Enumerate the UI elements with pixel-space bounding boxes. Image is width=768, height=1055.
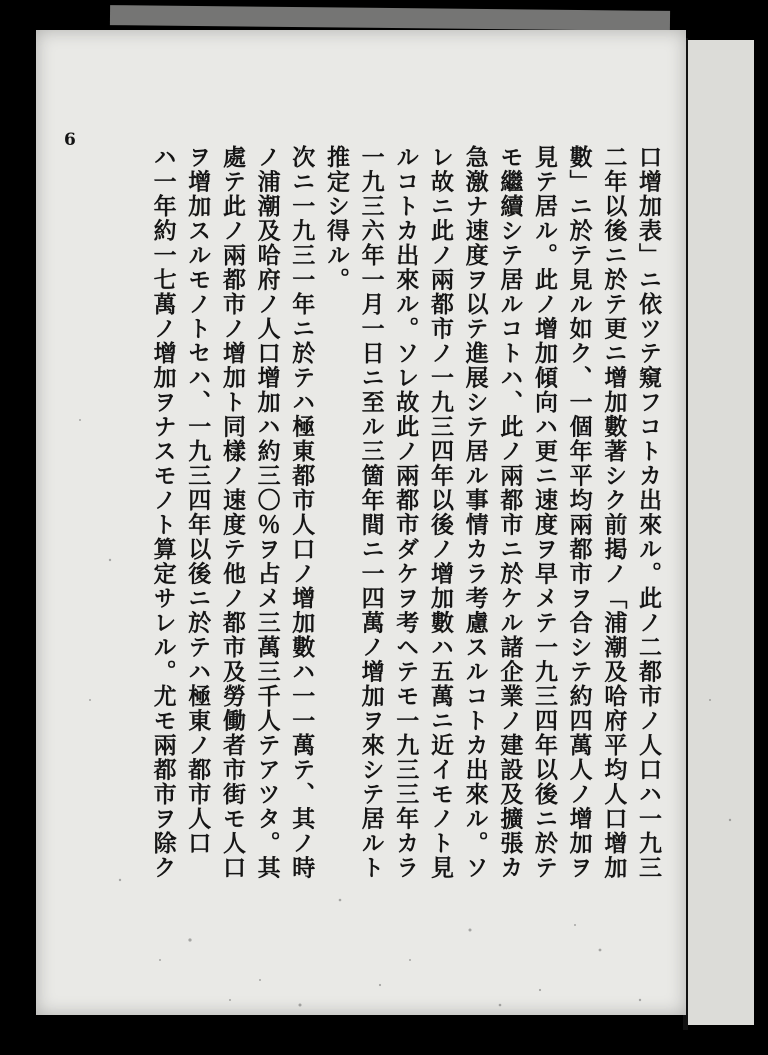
- text-column-7: レ故ニ此ノ兩都市ノ一九三四年以後ノ增加數ハ五萬ニ近イモノト見: [426, 145, 454, 880]
- text-column-5: モ繼續シテ居ルコトハ、此ノ兩都市ニ於ケル諸企業ノ建設及擴張カ: [496, 145, 524, 880]
- text-column-12: ノ浦潮及哈府ノ人口增加ハ約三〇％ヲ占メ三萬三千人テアツタ。其: [253, 145, 281, 880]
- text-column-1: 口增加表」ニ依ツテ窺フコトカ出來ル。此ノ二都市ノ人口ハ一九三: [635, 145, 662, 880]
- vertical-text-body: [150, 145, 660, 915]
- text-column-10: 推定シ得ル。: [322, 145, 350, 292]
- text-column-6: 急激ナ速度ヲ以テ進展シテ居ル事情カラ考慮スルコトカ出來ル。ソ: [461, 145, 489, 880]
- page-number: 6: [64, 130, 76, 150]
- text-column-15: ハ一年約一七萬ノ增加ヲナスモノト算定サレル。尤モ兩都市ヲ除ク: [149, 145, 177, 880]
- text-column-4: 見テ居ル。此ノ增加傾向ハ更ニ速度ヲ早メテ一九三四年以後ニ於テ: [530, 145, 558, 880]
- text-column-2: 二年以後ニ於テ更ニ增加數著シク前掲ノ「浦潮及哈府平均人口增加: [600, 145, 628, 880]
- text-column-14: ヲ增加スルモノトセハ、一九三四年以後ニ於テハ極東ノ都市人口: [184, 145, 212, 856]
- next-page-edge: [688, 40, 754, 1025]
- text-column-3: 數」ニ於テ見ル如ク、一個年平均兩都市ヲ合シテ約四萬人ノ增加ヲ: [565, 145, 593, 880]
- text-column-9: 一九三六年一月一日ニ至ル三箇年間ニ一四萬ノ增加ヲ來シテ居ルト: [357, 145, 385, 880]
- text-column-11: 次ニ一九三一年ニ於テハ極東都市人口ノ增加數ハ一一萬テ、其ノ時: [288, 145, 316, 880]
- text-column-8: ルコトカ出來ル。ソレ故此ノ兩都市ダケヲ考ヘテモ一九三三年カラ: [392, 145, 420, 880]
- text-column-13: 處テ此ノ兩都市ノ增加ト同樣ノ速度テ他ノ都市及勞働者市街モ人口: [218, 145, 246, 880]
- torn-top-strip: [110, 5, 670, 31]
